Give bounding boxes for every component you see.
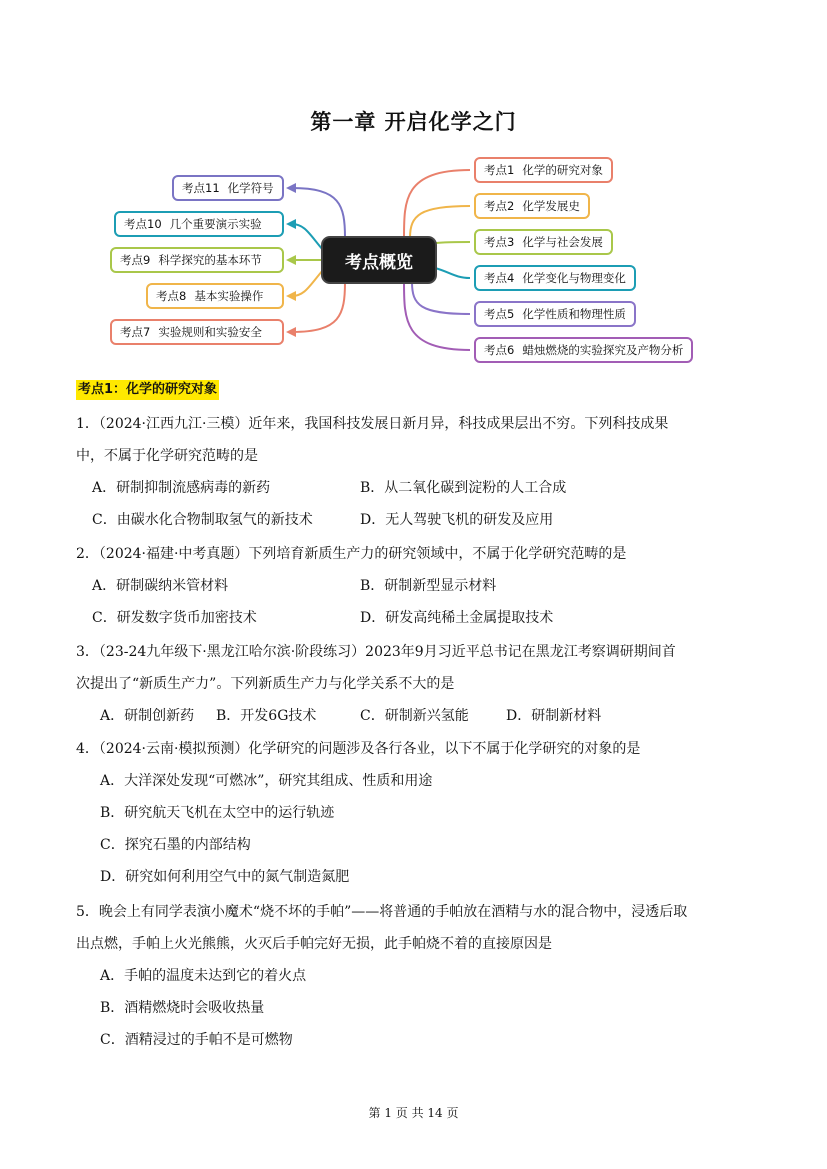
option-a[interactable]: A．手帕的温度未达到它的着火点 [100, 968, 307, 984]
arrow-left-11 [286, 183, 296, 193]
connector-right-6 [404, 282, 470, 350]
option-a[interactable]: A．研制碳纳米管材料 [92, 578, 229, 594]
topic-label: 化学符号 [227, 181, 274, 195]
question-stem-line: 出点燃，手帕上火光熊熊，火灭后手帕完好无损，此手帕烧不着的直接原因是 [76, 936, 552, 952]
connector-left-11 [292, 188, 345, 238]
option-c[interactable]: C．研发数字货币加密技术 [92, 610, 257, 626]
question-stem-line: 中，不属于化学研究范畴的是 [76, 448, 258, 464]
topic-label: 化学变化与物理变化 [522, 271, 626, 285]
topic-node-8[interactable] [146, 283, 284, 309]
topic-label: 蜡烛燃烧的实验探究及产物分析 [522, 343, 684, 357]
question-stem-line: 次提出了“新质生产力”。下列新质生产力与化学关系不大的是 [76, 676, 455, 692]
option-row [76, 472, 752, 504]
topic-code: 考点6 [484, 343, 515, 357]
topic-node-1[interactable] [474, 157, 613, 183]
option-c[interactable]: C．由碳水化合物制取氢气的新技术 [92, 512, 313, 528]
question-stem-line: 5．晚会上有同学表演小魔术“烧不坏的手帕”——将普通的手帕放在酒精与水的混合物中，浸透后取 [76, 904, 688, 920]
topic-code: 考点1 [484, 163, 515, 177]
connector-right-2 [410, 206, 470, 238]
option-a[interactable]: A．研制创新药 [100, 708, 195, 724]
arrow-left-10 [286, 219, 296, 229]
topic-label: 基本实验操作 [194, 289, 264, 303]
topic-label: 化学的研究对象 [522, 163, 603, 177]
topic-node-6[interactable] [474, 337, 693, 363]
question-stem-line: 3．（23-24九年级下·黑龙江哈尔滨·阶段练习）2023年9月习近平总书记在黑龙江考察调研期间首 [76, 644, 676, 660]
mindmap-center: 考点概览 [323, 238, 435, 282]
option-row [76, 570, 752, 602]
question-2 [76, 538, 752, 634]
connector-left-8 [292, 270, 323, 296]
option-b[interactable]: B．从二氧化碳到淀粉的人工合成 [360, 480, 567, 496]
topic-node-9[interactable] [110, 247, 284, 273]
option-row [76, 829, 752, 861]
question-stem-line: 1．（2024·江西九江·三模）近年来，我国科技发展日新月异，科技成果层出不穷。下列科技成果 [76, 416, 669, 432]
option-row [76, 504, 752, 536]
topic-node-4[interactable] [474, 265, 636, 291]
option-c[interactable]: C．探究石墨的内部结构 [100, 837, 251, 853]
section-heading: 考点1：化学的研究对象 [76, 380, 219, 400]
connector-right-5 [412, 282, 470, 314]
option-a[interactable]: A．大洋深处发现“可燃冰”，研究其组成、性质和用途 [100, 773, 433, 789]
option-d[interactable]: D．研究如何利用空气中的氮气制造氮肥 [100, 869, 350, 885]
option-c[interactable]: C．酒精浸过的手帕不是可燃物 [100, 1032, 293, 1048]
topic-code: 考点10 [124, 217, 162, 231]
option-d[interactable]: D．研制新材料 [506, 708, 602, 724]
topic-label: 科学探究的基本环节 [158, 253, 262, 267]
arrow-left-9 [286, 255, 296, 265]
question-stem-line: 4．（2024·云南·模拟预测）化学研究的问题涉及各行各业，以下不属于化学研究的对象的是 [76, 741, 641, 757]
topic-label: 化学发展史 [522, 199, 580, 213]
connector-right-4 [435, 268, 470, 278]
question-5 [76, 896, 752, 1056]
option-c[interactable]: C．研制新兴氢能 [360, 708, 469, 724]
topic-label: 化学性质和物理性质 [522, 307, 626, 321]
option-row [76, 602, 752, 634]
topic-node-5[interactable] [474, 301, 636, 327]
topic-node-10[interactable] [114, 211, 284, 237]
question-stem-line: 2．（2024·福建·中考真题）下列培育新质生产力的研究领域中，不属于化学研究范畴的是 [76, 546, 627, 562]
topic-code: 考点5 [484, 307, 515, 321]
option-row [76, 765, 752, 797]
arrow-left-7 [286, 327, 296, 337]
topic-code: 考点7 [120, 325, 151, 339]
topic-code: 考点2 [484, 199, 515, 213]
topic-node-2[interactable] [474, 193, 590, 219]
option-row [76, 861, 752, 893]
option-b[interactable]: B．研制新型显示材料 [360, 578, 497, 594]
option-row [76, 1024, 752, 1056]
topic-code: 考点9 [120, 253, 151, 267]
option-b[interactable]: B．酒精燃烧时会吸收热量 [100, 1000, 265, 1016]
topic-node-3[interactable] [474, 229, 613, 255]
option-row [76, 797, 752, 829]
topic-node-11[interactable] [172, 175, 284, 201]
page-title: 第一章 开启化学之门 [310, 109, 517, 134]
connector-left-7 [292, 282, 345, 332]
topic-label: 化学与社会发展 [522, 235, 603, 249]
topic-code: 考点4 [484, 271, 515, 285]
question-1 [76, 408, 752, 536]
topic-code: 考点8 [156, 289, 187, 303]
option-b[interactable]: B．开发6G技术 [216, 708, 317, 724]
arrow-left-8 [286, 291, 296, 301]
option-d[interactable]: D．无人驾驶飞机的研发及应用 [360, 512, 554, 528]
topic-code: 考点3 [484, 235, 515, 249]
option-row [76, 700, 752, 732]
question-3 [76, 636, 752, 732]
topic-label: 实验规则和实验安全 [158, 325, 262, 339]
connector-right-1 [404, 170, 470, 238]
topic-node-7[interactable] [110, 319, 284, 345]
option-a[interactable]: A．研制抑制流感病毒的新药 [92, 480, 271, 496]
option-row [76, 960, 752, 992]
option-d[interactable]: D．研发高纯稀土金属提取技术 [360, 610, 554, 626]
page-footer: 第 1 页 共 14 页 [368, 1106, 459, 1120]
topic-label: 几个重要演示实验 [169, 217, 262, 231]
option-row [76, 992, 752, 1024]
question-4 [76, 733, 752, 893]
connector-left-10 [292, 224, 323, 250]
topic-code: 考点11 [182, 181, 220, 195]
option-b[interactable]: B．研究航天飞机在太空中的运行轨迹 [100, 805, 335, 821]
